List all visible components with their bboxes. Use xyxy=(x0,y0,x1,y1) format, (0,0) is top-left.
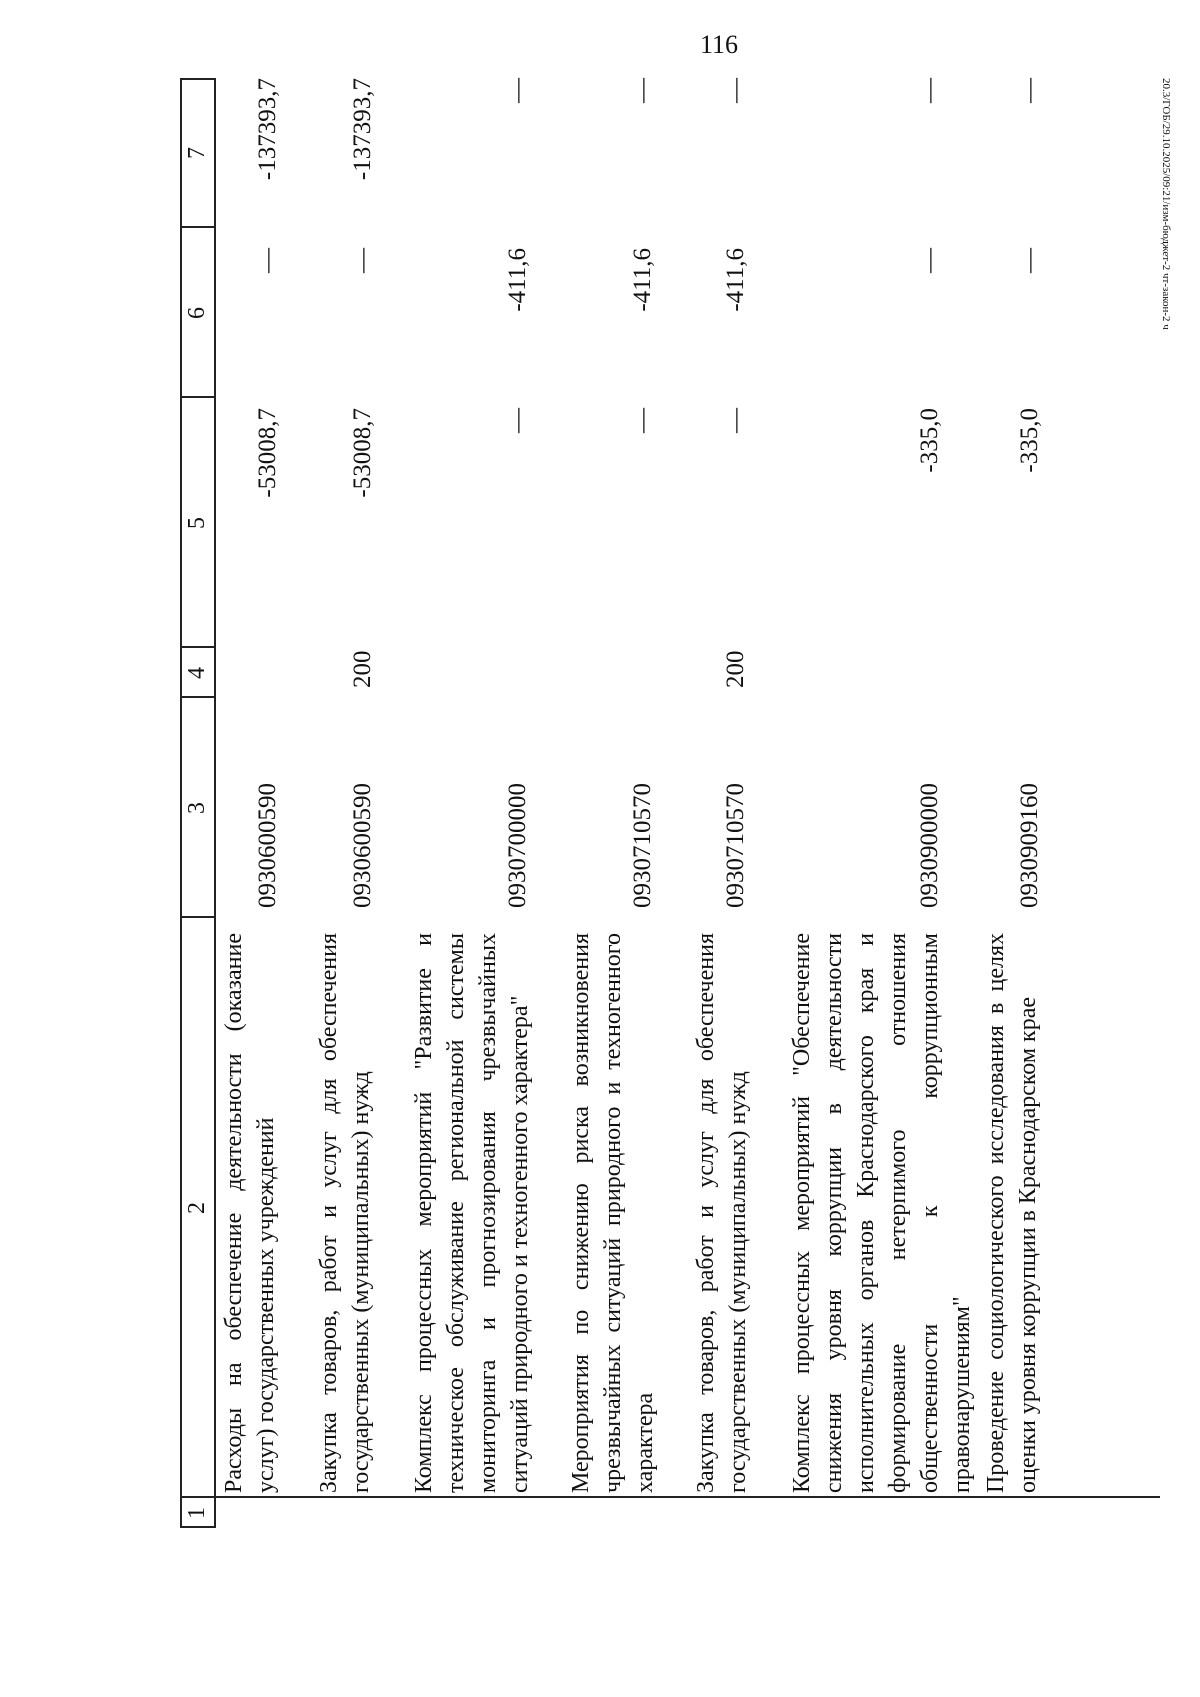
page-number: 116 xyxy=(700,30,739,59)
column-header-2: 2 xyxy=(184,1202,210,1214)
column-header-6: 6 xyxy=(184,307,210,319)
budget-table xyxy=(180,78,1160,1528)
row-name: Проведение социологического исследования в целях оценки уровня коррупции в Краснодарском крае xyxy=(983,933,1041,1493)
row-value-5: -53008,7 xyxy=(254,408,281,498)
row-value-6: — xyxy=(349,248,376,273)
row-name: Закупка товаров, работ и услуг для обеспечения государственных (муниципальных) нужд xyxy=(316,933,374,1493)
row-value-6: — xyxy=(254,248,281,273)
row-value-6: — xyxy=(916,248,943,273)
column-header-4: 4 xyxy=(184,667,210,679)
row-name: Комплекс процессных мероприятий "Обеспечение снижения уровня коррупции в деятельности исполнительных органов Краснодарского края и формирование нетерпимого отношения общественности к коррупционным правонарушениям" xyxy=(789,933,975,1493)
row-value-6: — xyxy=(1016,248,1043,273)
row-code: 0930710570 xyxy=(722,783,749,908)
column-header-3: 3 xyxy=(184,802,210,814)
header-bottom-border xyxy=(214,78,216,1528)
row-value-5: -53008,7 xyxy=(349,408,376,498)
row-code: 0930909160 xyxy=(1016,783,1043,908)
row-value-7: — xyxy=(916,78,943,103)
row-code: 0930700000 xyxy=(504,783,531,908)
row-value-6: -411,6 xyxy=(504,248,531,312)
column-1-left-border xyxy=(214,1497,1160,1499)
row-value-5: — xyxy=(629,408,656,433)
row-type: 200 xyxy=(722,650,749,688)
row-value-6: -411,6 xyxy=(722,248,749,312)
column-header-5: 5 xyxy=(184,517,210,529)
column-header-1: 1 xyxy=(184,1507,210,1519)
row-value-5: — xyxy=(504,408,531,433)
row-value-5: — xyxy=(722,408,749,433)
row-code: 0930710570 xyxy=(629,783,656,908)
row-value-7: -137393,7 xyxy=(254,78,281,181)
row-name: Закупка товаров, работ и услуг для обеспечения государственных (муниципальных) нужд xyxy=(693,933,751,1493)
row-value-5: -335,0 xyxy=(1016,408,1043,473)
row-value-7: — xyxy=(722,78,749,103)
row-type: 200 xyxy=(349,650,376,688)
row-value-7: — xyxy=(629,78,656,103)
row-value-6: -411,6 xyxy=(629,248,656,312)
row-code: 0930900000 xyxy=(916,783,943,908)
column-header-7: 7 xyxy=(184,147,210,159)
row-name: Расходы на обеспечение деятельности (оказание услуг) государственных учреждений xyxy=(221,933,279,1493)
footer-code: 20.3/ГОБ/29.10.2025/09:21/изм-бюджет-2 чт-закон-2 ч xyxy=(1160,78,1172,330)
row-code: 0930600590 xyxy=(349,783,376,908)
row-name: Мероприятия по снижению риска возникновения чрезвычайных ситуаций природного и техногенного характера xyxy=(568,933,658,1493)
row-value-5: -335,0 xyxy=(916,408,943,473)
row-name: Комплекс процессных мероприятий "Развитие и техническое обслуживание региональной системы мониторинга и прогнозирования чрезвычайных ситуаций природного и техногенного характера" xyxy=(411,933,533,1493)
row-value-7: -137393,7 xyxy=(349,78,376,181)
row-code: 0930600590 xyxy=(254,783,281,908)
row-value-7: — xyxy=(504,78,531,103)
row-value-7: — xyxy=(1016,78,1043,103)
